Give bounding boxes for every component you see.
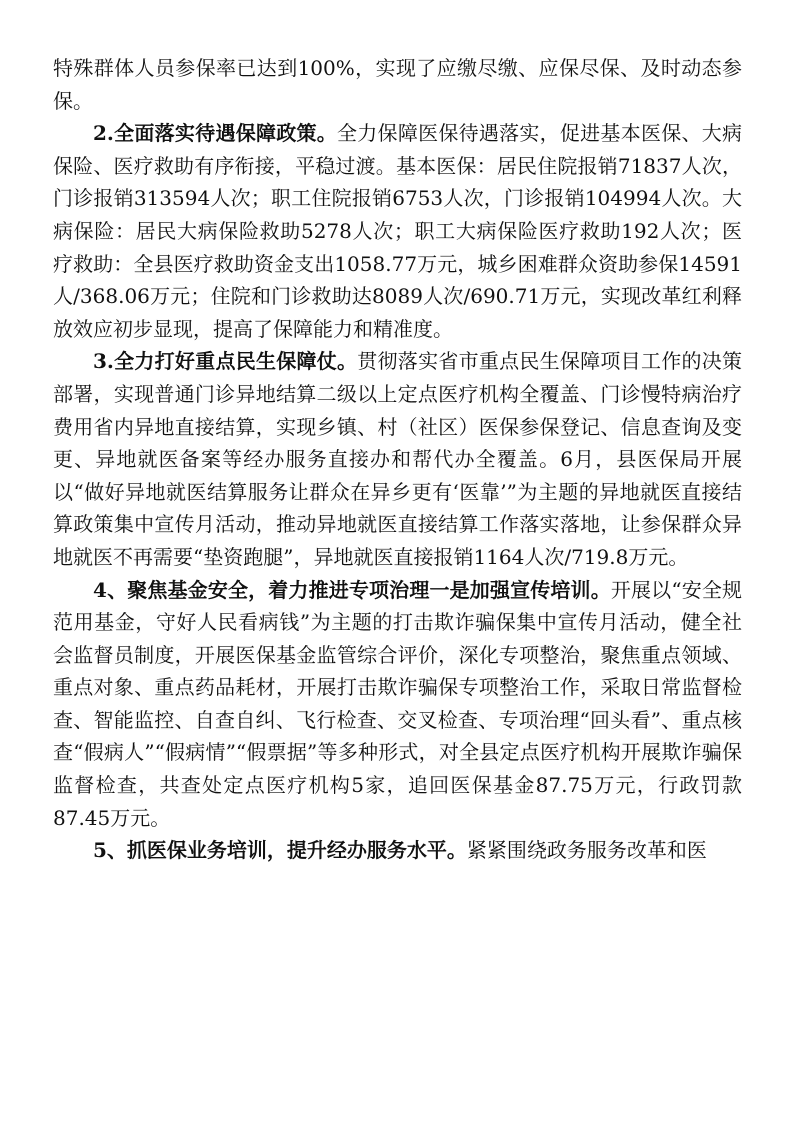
paragraph-4 <box>53 574 742 835</box>
paragraph-body: 贯彻落实省市重点民生保障项目工作的决策部署，实现普通门诊异地结算二级以上定点医疗机构全覆盖、门诊慢特病治疗费用省内异地直接结算，实现乡镇、村（社区）医保参保登记、信息查询及变更、异地就医备案等经办服务直接办和帮代办全覆盖。6月，县医保局开展以“做好异地就医结算服务让群众在异乡更有‘医靠’”为主题的异地就医直接结算政策集中宣传月活动，推动异地就医直接结算工作落实落地，让参保群众异地就医不再需要“垫资跑腿”，异地就医直接报销1164人次/719.8万元。 <box>53 349 742 569</box>
paragraph-heading: 2.全面落实待遇保障政策。 <box>93 121 338 146</box>
paragraph-body: 特殊群体人员参保率已达到100%，实现了应缴尽缴、应保尽保、及时动态参保。 <box>53 56 742 113</box>
paragraph-1 <box>53 52 742 117</box>
paragraph-body: 开展以“安全规范用基金，守好人民看病钱”为主题的打击欺诈骗保集中宣传月活动，健全社会监督员制度，开展医保基金监管综合评价，深化专项整治，聚焦重点领域、重点对象、重点药品耗材，开展打击欺诈骗保专项整治工作，采取日常监督检查、智能监控、自查自纠、飞行检查、交叉检查、专项治理“回头看”、重点核查“假病人”“假病情”“假票据”等多种形式，对全县定点医疗机构开展欺诈骗保监督检查，共查处定点医疗机构5家，追回医保基金87.75万元，行政罚款87.45万元。 <box>53 577 742 830</box>
paragraph-5 <box>53 834 742 867</box>
paragraph-heading: 5、抓医保业务培训，提升经办服务水平。 <box>93 838 467 863</box>
paragraph-heading: 3.全力打好重点民生保障仗。 <box>93 349 358 374</box>
paragraph-2 <box>53 117 742 345</box>
paragraph-3 <box>53 345 742 573</box>
paragraph-body: 紧紧围绕政务服务改革和医 <box>466 838 707 863</box>
document-page <box>53 52 742 867</box>
paragraph-body: 全力保障医保待遇落实，促进基本医保、大病保险、医疗救助有序衔接，平稳过渡。基本医保：居民住院报销71837人次，门诊报销313594人次；职工住院报销6753人次，门诊报销104994人次。大病保险：居民大病保险救助5278人次；职工大病保险医疗救助192人次；医疗救助：全县医疗救助资金支出1058.77万元，城乡困难群众资助参保14591人/368.06万元；住院和门诊救助达8089人次/690.71万元，实现改革红利释放效应初步显现，提高了保障能力和精准度。 <box>53 121 743 341</box>
paragraph-heading: 4、聚焦基金安全，着力推进专项治理一是加强宣传培训。 <box>93 577 611 602</box>
